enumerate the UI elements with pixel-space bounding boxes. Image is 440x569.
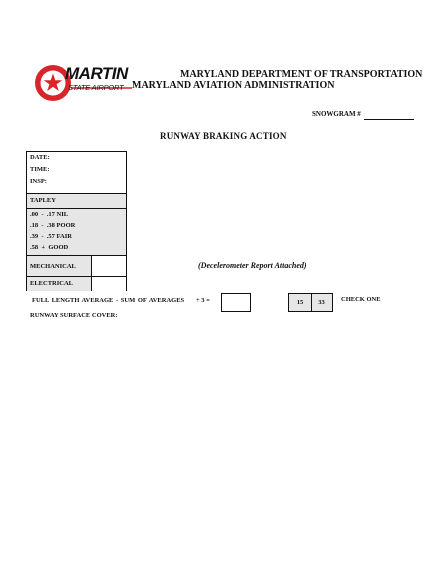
divide-by-three-label: ÷ 3 = xyxy=(196,297,210,304)
average-result-field[interactable] xyxy=(221,293,251,312)
date-field[interactable]: DATE: xyxy=(30,154,50,161)
mechanical-value-field[interactable] xyxy=(91,256,126,276)
logo-subtitle: STATE AIRPORT xyxy=(68,83,124,92)
tapley-section xyxy=(27,194,126,209)
full-length-average-label: FULL LENGTH AVERAGE - SUM OF AVERAGES xyxy=(32,297,185,304)
range-good: .58 + GOOD xyxy=(30,244,69,251)
snowgram-field[interactable] xyxy=(364,119,414,120)
logo-wordmark: MARTIN xyxy=(65,64,128,83)
runway-33-option[interactable]: 33 xyxy=(318,299,325,306)
header-department: MARYLAND DEPARTMENT OF TRANSPORTATION xyxy=(180,69,423,80)
decelerometer-note: (Decelerometer Report Attached) xyxy=(198,261,307,270)
electrical-label: ELECTRICAL xyxy=(30,280,73,287)
runway-surface-cover-label: RUNWAY SURFACE COVER: xyxy=(30,312,118,319)
time-field[interactable]: TIME: xyxy=(30,166,50,173)
date-time-insp-section xyxy=(27,152,126,194)
header-administration: MARYLAND AVIATION ADMINISTRATION xyxy=(132,80,335,91)
electrical-row xyxy=(27,277,126,291)
braking-form-box xyxy=(26,151,127,291)
range-nil: .00 - .17 NIL xyxy=(30,211,69,218)
range-fair: .39 - .57 FAIR xyxy=(30,233,72,240)
inspector-field[interactable]: INSP: xyxy=(30,178,47,185)
runway-15-option[interactable]: 15 xyxy=(289,294,312,311)
electrical-value-field[interactable] xyxy=(91,277,126,291)
tapley-label: TAPLEY xyxy=(30,197,56,204)
page-title: RUNWAY BRAKING ACTION xyxy=(160,131,287,141)
mechanical-row xyxy=(27,256,126,277)
mechanical-label: MECHANICAL xyxy=(30,263,76,270)
check-one-label: CHECK ONE xyxy=(341,296,381,303)
range-poor: .18 - .38 POOR xyxy=(30,222,76,229)
snowgram-label: SNOWGRAM # xyxy=(312,110,361,118)
runway-check-group xyxy=(288,293,333,312)
tapley-ranges xyxy=(27,209,126,256)
